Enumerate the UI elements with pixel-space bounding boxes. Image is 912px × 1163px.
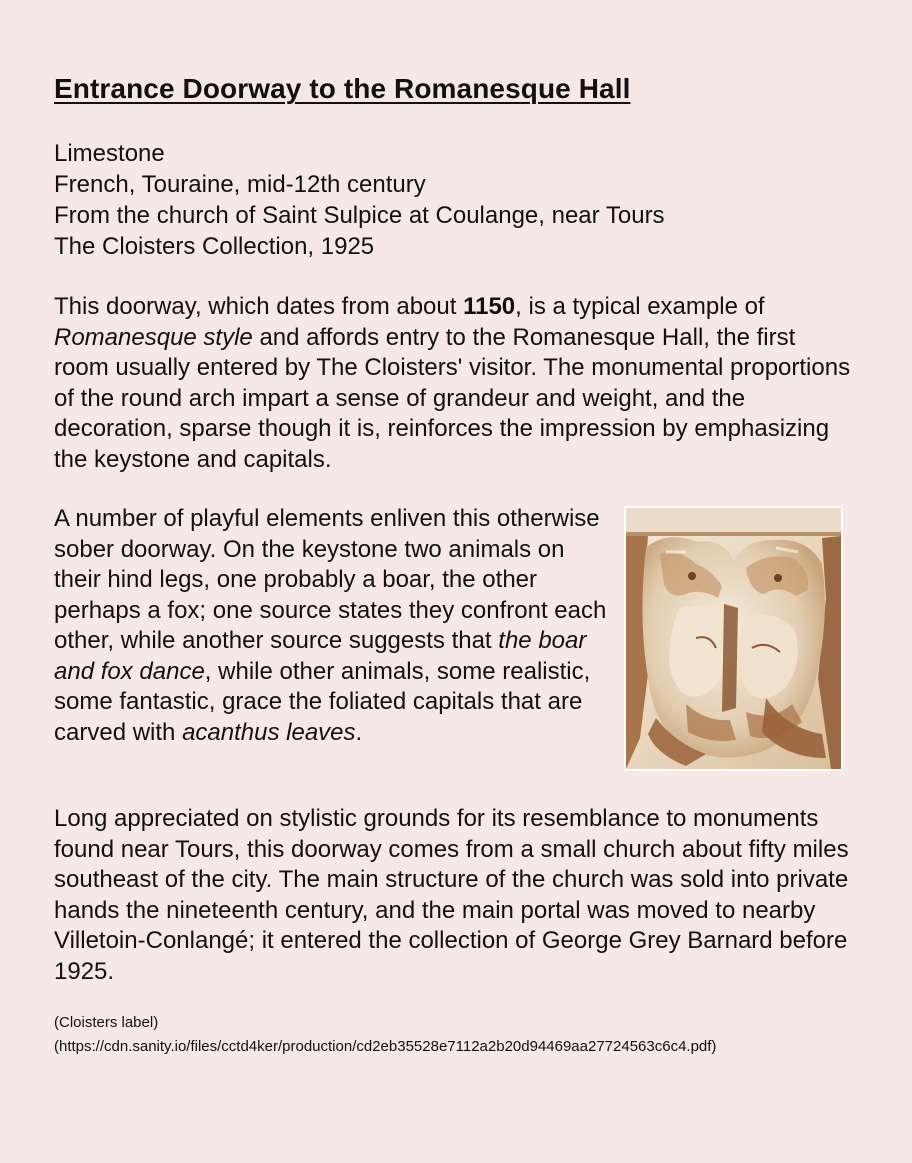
- keystone-section: [54, 504, 854, 780]
- paragraph-intro: This doorway, which dates from about 1150, is a typical example of Romanesque style and affords entry to the Romanesque Hall, the first room usually entered by The Cloisters' visitor. The monumental proportions of the round arch impart a sense of grandeur and weight, and the decoration, sparse though it is, reinforces the impression by emphasizing the keystone and capitals.: [54, 293, 851, 473]
- date-emphasis: 1150: [463, 293, 516, 320]
- meta-provenance: From the church of Saint Sulpice at Coulange, near Tours: [54, 202, 665, 229]
- meta-collection: The Cloisters Collection, 1925: [54, 233, 375, 260]
- meta-origin: French, Touraine, mid-12th century: [54, 171, 426, 198]
- source-url: (https://cdn.sanity.io/files/cctd4ker/production/cd2eb35528e7112a2b20d94469aa27724563c6c4.pdf): [54, 1038, 717, 1055]
- source-label: (Cloisters label): [54, 1014, 159, 1031]
- meta-material: Limestone: [54, 140, 165, 167]
- keystone-carving-image: [626, 508, 841, 769]
- source-citation: [54, 1011, 854, 1059]
- dance-emphasis: the boar and fox dance: [54, 627, 587, 685]
- keystone-photo: [624, 506, 843, 771]
- acanthus-emphasis: acanthus leaves: [182, 718, 356, 746]
- paragraph-history: Long appreciated on stylistic grounds for its resemblance to monuments found near Tours, this doorway comes from a small church about fifty miles southeast of the city. The main structure of the church was sold into private hands the nineteenth century, and the main portal was moved to nearby Villetoin-Conlangé; it entered the collection of George Grey Barnard before 1925.: [54, 805, 849, 985]
- page-title: Entrance Doorway to the Romanesque Hall: [54, 73, 631, 104]
- style-emphasis: Romanesque style: [54, 323, 253, 351]
- document-page: [54, 70, 854, 1059]
- paragraph-keystone: A number of playful elements enliven this otherwise sober doorway. On the keystone two animals on their hind legs, one probably a boar, the other perhaps a fox; one source states they confront each other, while another source suggests that the boar and fox dance, while other animals, some realistic, some fantastic, grace the foliated capitals that are carved with acanthus leaves.: [54, 505, 607, 746]
- object-metadata: [54, 138, 854, 262]
